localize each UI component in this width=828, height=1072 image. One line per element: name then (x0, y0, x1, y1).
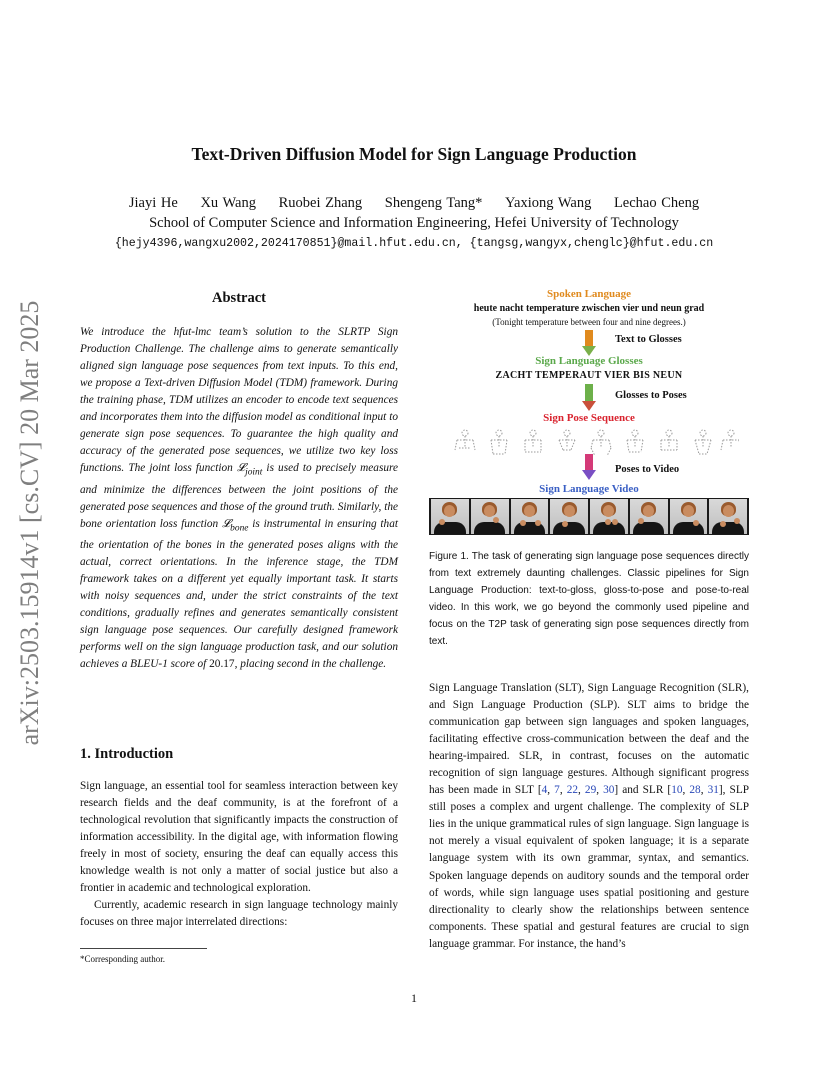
paragraph: Currently, academic research in sign language technology mainly focuses on three major interrelated directions: (80, 899, 398, 929)
author: Ruobei Zhang (278, 195, 363, 211)
video-frame (511, 499, 549, 534)
author-emails: {hejy4396,wangxu2002,2024170851}@mail.hfut.edu.cn, {tangsg,wangyx,chenglc}@hfut.edu.cn (114, 237, 714, 250)
citation-link[interactable]: 10 (671, 784, 683, 797)
video-frame (431, 499, 469, 534)
right-column-text: Sign Language Translation (SLT), Sign Language Recognition (SLR), and Sign Language Production (SLP). SLT aims to bridge the communication gap between sign languages and spoken languages, facilitating effective cross-communication between the deaf and the hearing-impaired. SLR, in contrast, focuses on the automatic recognition of sign language gestures. Although significant progress has been made in SLT [4, 7, 22, 29, 30] and SLR [10, 28, 31], SLP still poses a complex and urgent challenge. The complexity of SLP lies in the unique grammatical rules of sign language. Sign language is not merely a visual equivalent of spoken language; it is a separate language system with its own grammar, syntax, and semantics. Spoken language depends on auditory sounds and the temporal order of words, while sign language uses spatial positioning and gesture directionality to clearly show the relationships between sentence components. These spatial and gestural features are crucial to sign language grammar. For instance, the hand’s (429, 682, 750, 950)
author: Jiayi He (128, 195, 178, 211)
section-heading-introduction: 1. Introduction (80, 746, 174, 762)
video-frame (709, 499, 747, 534)
pose-skeleton-strip (449, 428, 739, 462)
video-frame (471, 499, 509, 534)
affiliation: School of Computer Science and Information Engineering, Hefei University of Technology (149, 215, 679, 231)
video-frame (670, 499, 708, 534)
step-text-to-glosses: Text to Glosses (615, 334, 682, 345)
arxiv-identifier: arXiv:2503.15914v1 [cs.CV] 20 Mar 2025 (15, 300, 44, 746)
citation-link[interactable]: 22 (566, 784, 579, 797)
english-translation: (Tonight temperature between four and nine degrees.) (492, 317, 686, 327)
video-frame (550, 499, 588, 534)
step-poses-to-video: Poses to Video (615, 464, 680, 475)
author-list (0, 195, 828, 212)
step-glosses-to-poses: Glosses to Poses (615, 390, 687, 401)
spoken-language-label: Spoken Language (546, 288, 632, 300)
video-frame (590, 499, 628, 534)
introduction-text (80, 778, 398, 931)
citation-link[interactable]: 7 (554, 784, 560, 797)
page-number: 1 (411, 991, 417, 1005)
german-sentence: heute nacht temperature zwischen vier und neun grad (473, 303, 705, 314)
video-frame (630, 499, 668, 534)
citation-link[interactable]: 29 (584, 784, 597, 797)
abstract-heading: Abstract (212, 290, 266, 306)
citation-link[interactable]: 31 (707, 784, 719, 797)
gloss-label: Sign Language Glosses (535, 355, 643, 367)
footnote: *Corresponding author. (80, 954, 165, 964)
figure-caption: Figure 1. The task of generating sign language pose sequences directly from text extremely daunting challenges. Classic pipelines for Sign Language Production: text-to-gloss, gloss-to-pose and pose-to-real video. In this work, we go beyond the commonly used pipeline and focus on the T2P task of generating sign pose sequences directly from text. (429, 551, 749, 647)
figure-pipeline (429, 286, 749, 538)
paragraph: Sign language, an essential tool for seamless interaction between key research fields and the deaf community, is at the forefront of a technological revolution that significantly impacts the construction of information accessibility. In the digital age, with information flowing freely in most of society, ensuring the deaf can equally access this knowledge wealth is not only a matter of social justice but also a frontier in academic and technological exploration. (80, 780, 398, 895)
citation-link[interactable]: 28 (689, 784, 701, 797)
pose-sequence-label: Sign Pose Sequence (543, 412, 635, 424)
pose-skeletons-icon (449, 428, 739, 462)
author: Shengeng Tang* (384, 195, 483, 211)
author: Xu Wang (200, 195, 256, 211)
abstract-text: We introduce the hfut-lmc team’s solution to the SLRTP Sign Production Challenge. The challenge aims to generate semantically aligned sign language pose sequences from text inputs. To this end, we propose a Text-driven Diffusion Model (TDM) framework. During the training phase, TDM utilizes an encoder to encode text sequences and incorporates them into the diffusion model as conditional input to generate sign pose sequences. To guarantee the high quality and accuracy of the generated pose sequences, we utilize two key loss functions. The joint loss function 𝓛$_{joint}$ is used to precisely measure and minimize the differences between the joint positions of the generated pose sequences and those of the ground truth. Similarly, the bone orientation loss function 𝓛$_{bone}$ is instrumental in ensuring that the orientation of the bones in the generated poses aligns with the actual, correct orientations. In the inference stage, the TDM framework takes on a different yet equally important task. It starts with noisy sequences and, under the strict constraints of the text conditions, gradually refines and generates semantically consistent sign language pose sequences. Our carefully designed framework performs well on the sign language production task, and our solution achieves a BLEU-1 score of 20.17, placing second in the challenge. (80, 326, 398, 671)
author: Yaxiong Wang (505, 195, 592, 211)
gloss-sequence: ZACHT TEMPERAUT VIER BIS NEUN (495, 370, 683, 381)
citation-link[interactable]: 30 (603, 784, 615, 797)
citation-link[interactable]: 4 (541, 784, 548, 797)
paper-title: Text-Driven Diffusion Model for Sign Language Production (191, 144, 637, 164)
sign-video-frames (429, 498, 749, 535)
author: Lechao Cheng (613, 195, 700, 211)
footnote-rule (80, 948, 207, 949)
video-label: Sign Language Video (539, 483, 639, 495)
